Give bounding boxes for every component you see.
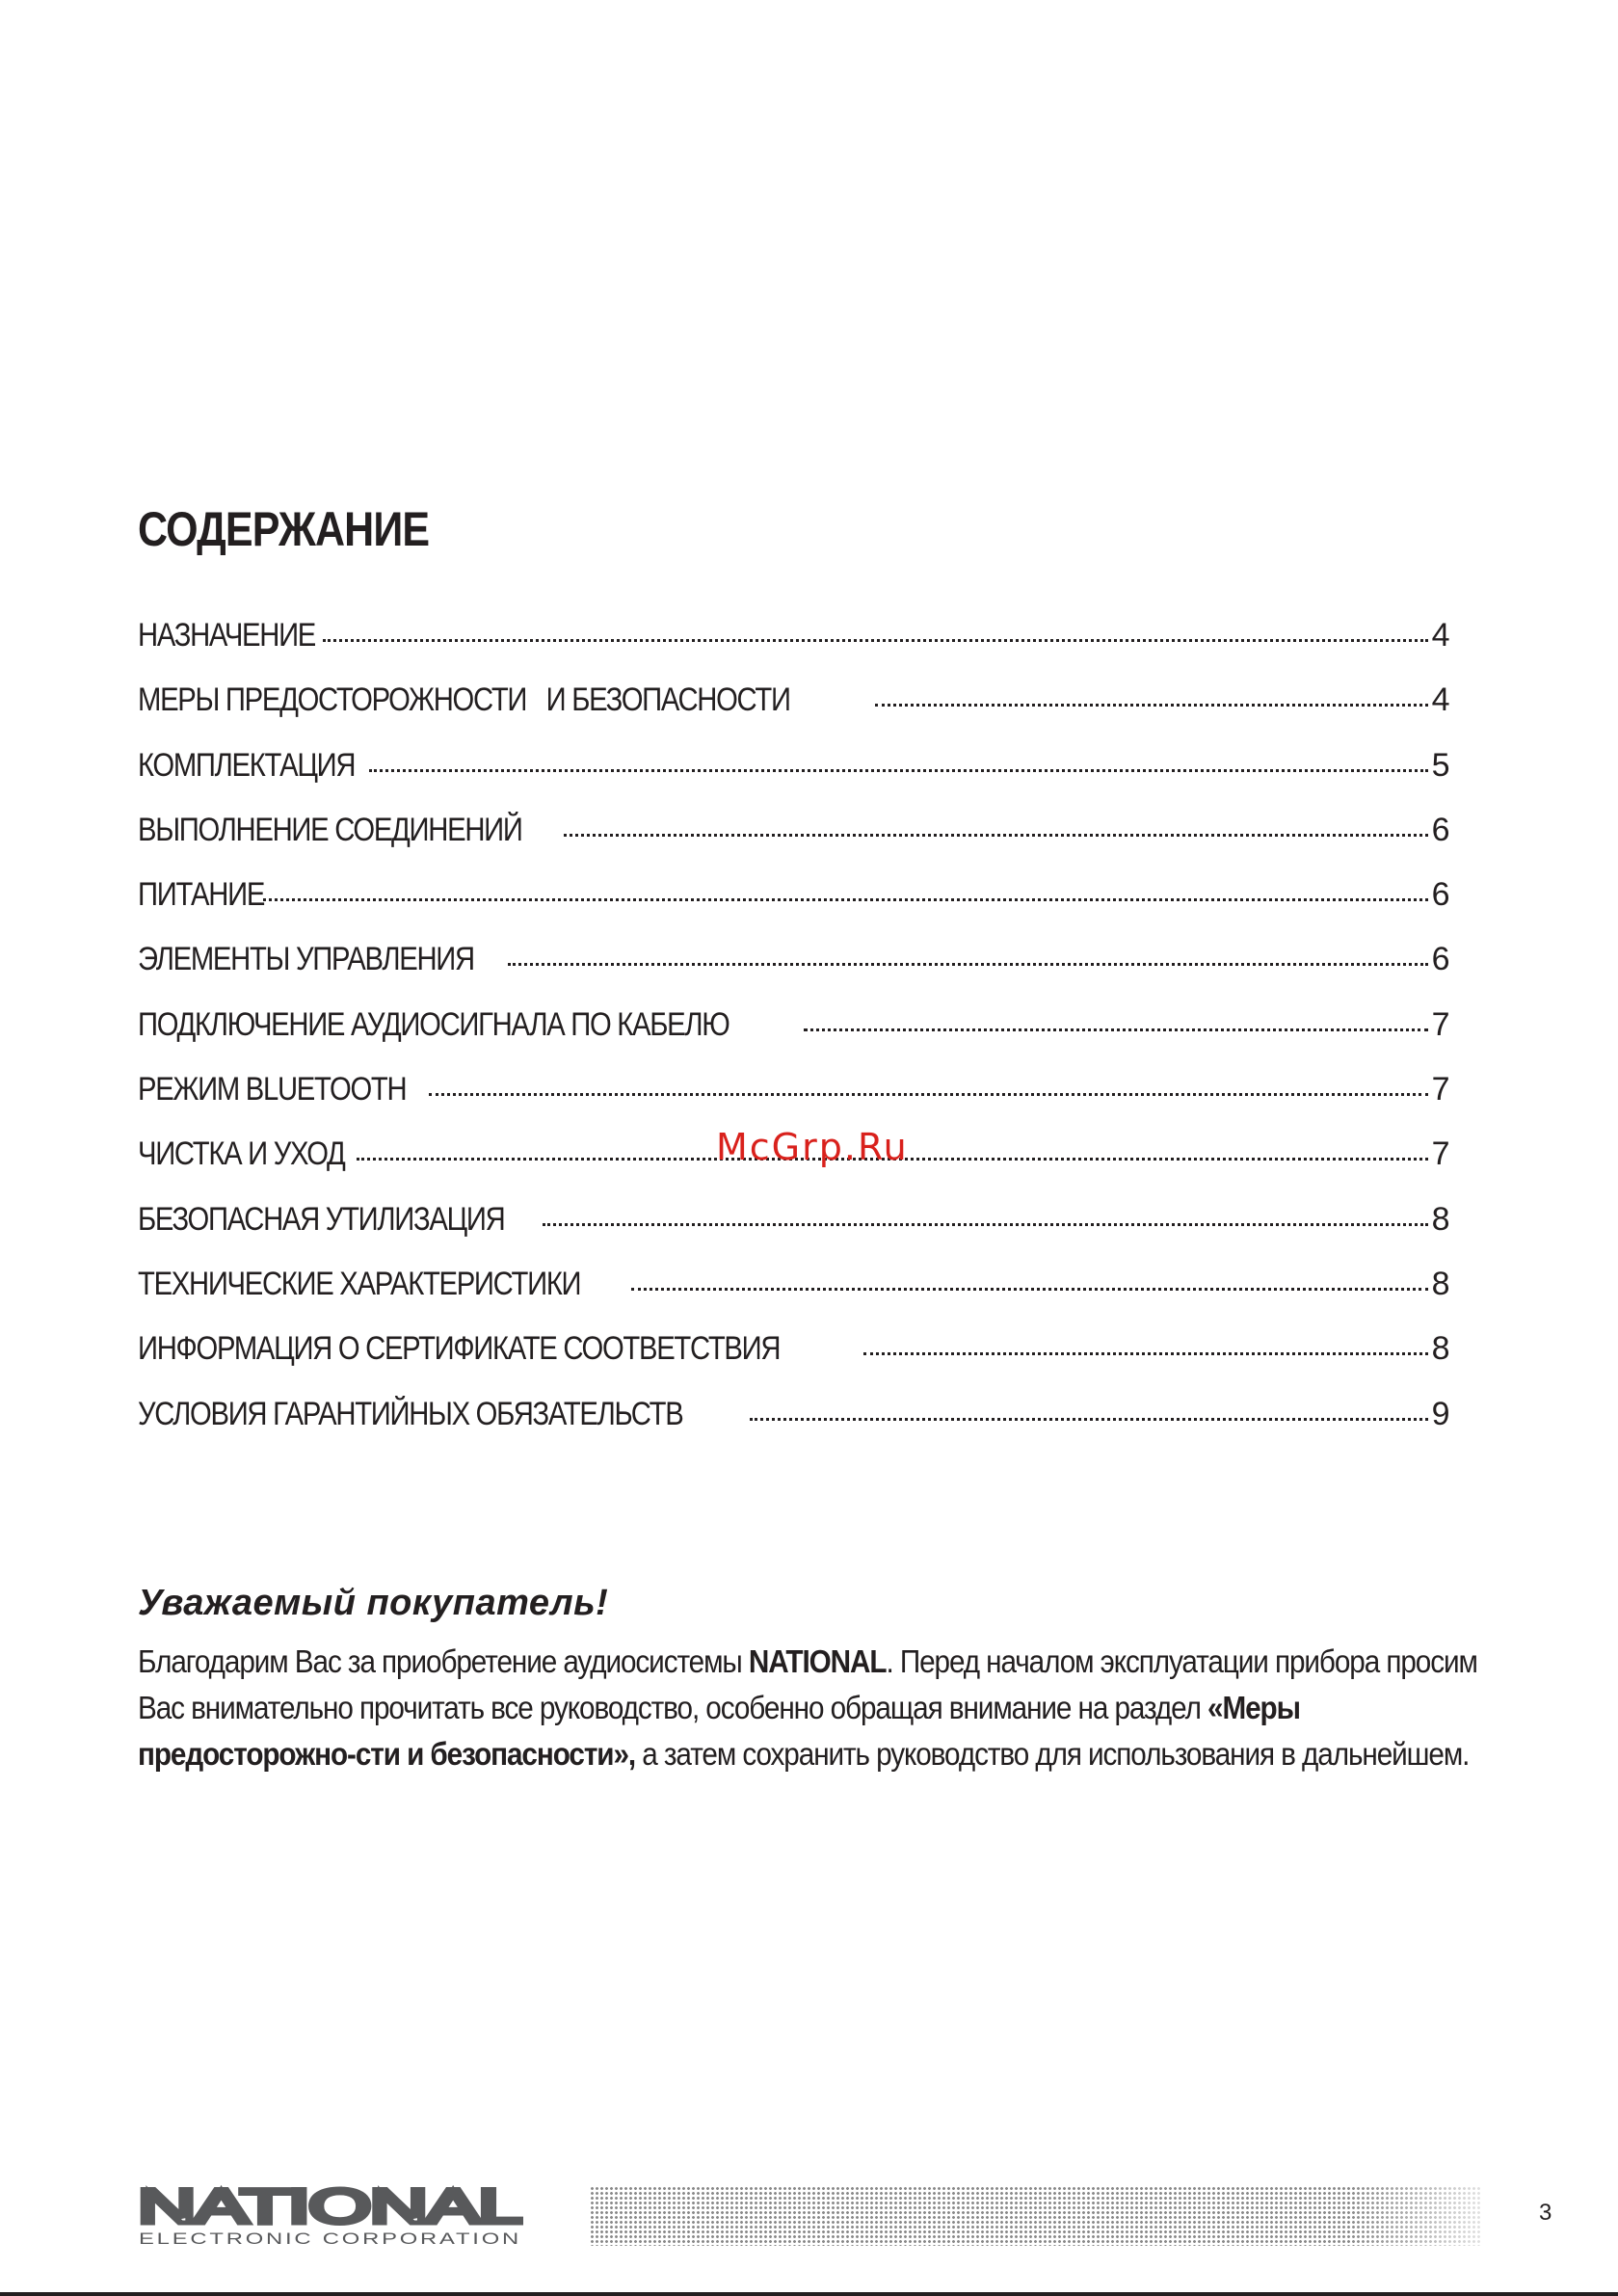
toc-entry-page: 7	[1431, 1071, 1448, 1108]
toc-entry[interactable]	[138, 1330, 1448, 1395]
toc-leader-dots	[543, 1223, 1427, 1226]
toc-leader-dots	[631, 1288, 1428, 1291]
toc-entry[interactable]	[138, 1396, 1448, 1460]
toc-leader-dots	[429, 1093, 1428, 1096]
watermark: McGrp.Ru	[716, 1126, 909, 1168]
toc-entry-page: 8	[1431, 1265, 1448, 1302]
page-number: 3	[1539, 2200, 1552, 2226]
toc-entry-title: МЕРЫ ПРЕДОСТОРОЖНОСТИ И БЕЗОПАСНОСТИ	[138, 681, 790, 719]
toc-entry-title: ТЕХНИЧЕСКИЕ ХАРАКТЕРИСТИКИ	[138, 1265, 581, 1302]
toc-entry[interactable]	[138, 747, 1448, 812]
logo-wordmark: NATIONAL	[138, 2180, 522, 2233]
toc-leader-dots	[263, 898, 1427, 901]
toc-entry-title: ПИТАНИЕ	[138, 876, 265, 914]
toc-entry-title: РЕЖИМ BLUETOOTH	[138, 1071, 407, 1108]
national-logo	[138, 2180, 523, 2248]
toc-entry-page: 5	[1431, 746, 1448, 784]
toc-entry[interactable]	[138, 617, 1448, 681]
greeting-text-part3: а затем сохранить руководство для использования в дальнейшем.	[635, 1736, 1470, 1772]
toc-leader-dots	[804, 1028, 1427, 1031]
greeting-text-part1: Благодарим Вас за приобретение аудиосистемы	[138, 1643, 749, 1679]
brand-name: NATIONAL	[748, 1643, 887, 1679]
toc-entry-title: БЕЗОПАСНАЯ УТИЛИЗАЦИЯ	[138, 1200, 505, 1238]
toc-entry-title: ЭЛЕМЕНТЫ УПРАВЛЕНИЯ	[138, 941, 474, 978]
toc-entry[interactable]	[138, 1266, 1448, 1330]
toc-entry-title: УСЛОВИЯ ГАРАНТИЙНЫХ ОБЯЗАТЕЛЬСТВ	[138, 1395, 683, 1432]
dot-band-fade	[1349, 2186, 1481, 2246]
table-of-contents	[138, 617, 1448, 1460]
toc-leader-dots	[863, 1352, 1428, 1355]
toc-entry-title: ПОДКЛЮЧЕНИЕ АУДИОСИГНАЛА ПО КАБЕЛЮ	[138, 1005, 729, 1043]
toc-entry-title: ИНФОРМАЦИЯ О СЕРТИФИКАТЕ СООТВЕТСТВИЯ	[138, 1330, 781, 1368]
toc-entry-page: 9	[1431, 1395, 1448, 1432]
toc-leader-dots	[508, 963, 1428, 966]
toc-leader-dots	[564, 834, 1428, 837]
toc-entry-page: 8	[1431, 1330, 1448, 1368]
toc-entry-title: ЧИСТКА И УХОД	[138, 1135, 345, 1173]
toc-entry-page: 6	[1431, 811, 1448, 848]
toc-entry[interactable]	[138, 876, 1448, 941]
toc-entry-page: 7	[1431, 1005, 1448, 1043]
toc-leader-dots	[875, 704, 1428, 707]
toc-entry[interactable]	[138, 1201, 1448, 1266]
greeting-heading: Уважаемый покупатель!	[138, 1583, 609, 1623]
toc-entry-page: 4	[1431, 681, 1448, 719]
toc-entry[interactable]	[138, 941, 1448, 1005]
toc-entry[interactable]	[138, 1006, 1448, 1071]
toc-title: СОДЕРЖАНИЕ	[138, 502, 430, 556]
greeting-text-part2: . Перед началом эксплуатации прибора просим Вас внимательно прочитать все руководство, особенно обращая внимание на раздел	[138, 1643, 1477, 1725]
toc-leader-dots	[323, 639, 1428, 642]
toc-entry-page: 6	[1431, 876, 1448, 914]
toc-leader-dots	[750, 1418, 1427, 1421]
toc-entry[interactable]	[138, 812, 1448, 876]
toc-leader-dots	[369, 769, 1428, 772]
section-reference: «Меры предосторожно-сти и безопасности»,	[138, 1690, 1300, 1772]
greeting-paragraph	[138, 1639, 1491, 1777]
decorative-dot-band	[590, 2186, 1481, 2246]
toc-entry-title: ВЫПОЛНЕНИЕ СОЕДИНЕНИЙ	[138, 811, 522, 848]
toc-entry-page: 7	[1431, 1135, 1448, 1173]
toc-entry-page: 8	[1431, 1200, 1448, 1238]
logo-subtitle: ELECTRONIC CORPORATION	[139, 2229, 521, 2248]
toc-entry-page: 4	[1431, 617, 1448, 654]
toc-entry[interactable]	[138, 681, 1448, 746]
toc-entry-title: НАЗНАЧЕНИЕ	[138, 617, 316, 654]
toc-entry-title: КОМПЛЕКТАЦИЯ	[138, 746, 356, 784]
toc-entry-page: 6	[1431, 941, 1448, 978]
bottom-rule	[0, 2292, 1618, 2296]
